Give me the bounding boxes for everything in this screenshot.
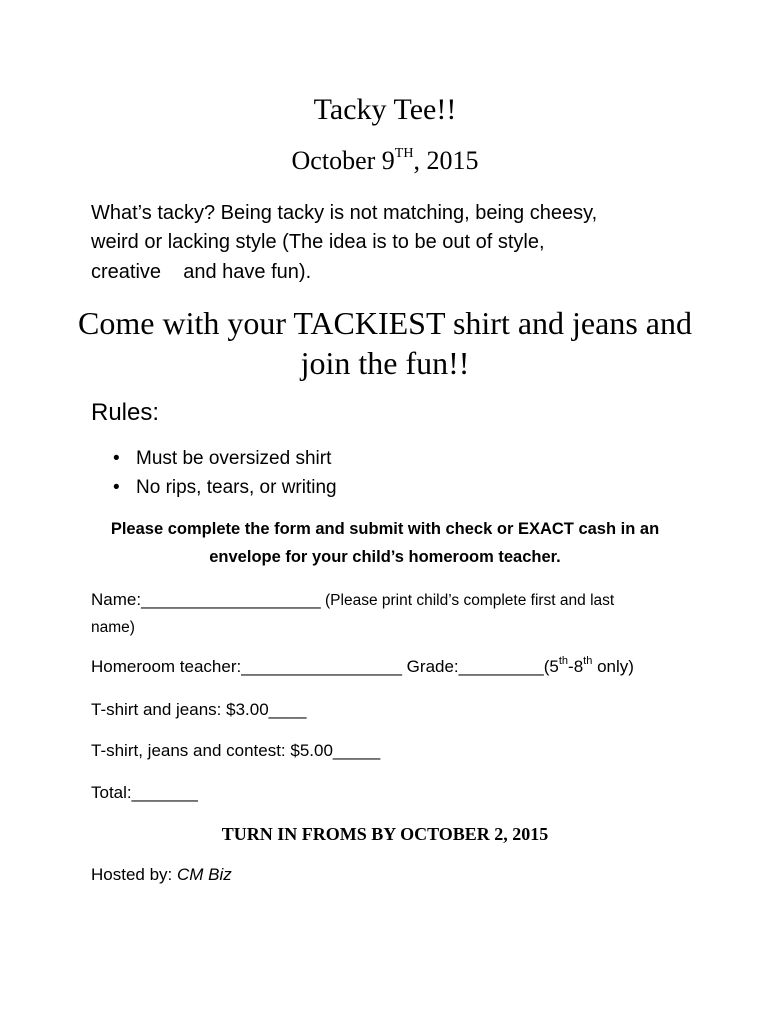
name-field <box>91 589 614 612</box>
rule-text: Must be oversized shirt <box>136 448 332 469</box>
rule-text: No rips, tears, or writing <box>136 477 337 498</box>
bullet-icon: • <box>113 448 120 469</box>
grade-end: only) <box>592 657 634 676</box>
event-date-prefix: October 9 <box>291 146 395 175</box>
headline-line-2: join the fun!! <box>300 345 470 381</box>
name-note-continued: name) <box>91 619 135 636</box>
headline-line-1: Come with your TACKIEST shirt and jeans and <box>78 305 692 341</box>
name-label: Name:___________________ <box>91 590 321 609</box>
rule-item <box>113 447 331 471</box>
notice-line-1: Please complete the form and submit with check or EXACT cash in an <box>110 520 660 538</box>
homeroom-label: Homeroom teacher:_________________ Grade:_________(5 <box>91 657 559 676</box>
rule-item <box>113 476 337 500</box>
grade-mid: -8 <box>568 657 584 676</box>
tshirt-contest-field: T-shirt, jeans and contest: $5.00_____ <box>91 741 381 760</box>
flyer-title: Tacky Tee!! <box>313 93 457 126</box>
event-date <box>0 144 770 178</box>
grade-sup-1: th <box>558 655 569 667</box>
hosted-by <box>91 864 232 886</box>
hosted-label: Hosted by: <box>91 865 177 884</box>
event-date-suffix: TH <box>394 146 414 161</box>
notice-line-2: envelope for your child’s homeroom teacher. <box>209 548 561 566</box>
total-field: Total:_______ <box>91 783 198 802</box>
grade-sup-2: th <box>583 655 593 667</box>
host-name: CM Biz <box>177 865 232 884</box>
intro-line-3: creative and have fun). <box>91 261 312 283</box>
name-note: (Please print child’s complete first and last <box>320 592 615 609</box>
event-date-year: , 2015 <box>413 146 479 175</box>
tshirt-jeans-field: T-shirt and jeans: $3.00____ <box>91 700 307 719</box>
bullet-icon: • <box>113 477 120 498</box>
intro-line-1: What’s tacky? Being tacky is not matching, being cheesy, <box>91 202 598 224</box>
homeroom-grade-field <box>91 656 634 678</box>
deadline-notice: TURN IN FROMS BY OCTOBER 2, 2015 <box>221 824 549 844</box>
rules-heading: Rules: <box>91 399 160 426</box>
intro-line-2: weird or lacking style (The idea is to be out of style, <box>91 231 545 253</box>
